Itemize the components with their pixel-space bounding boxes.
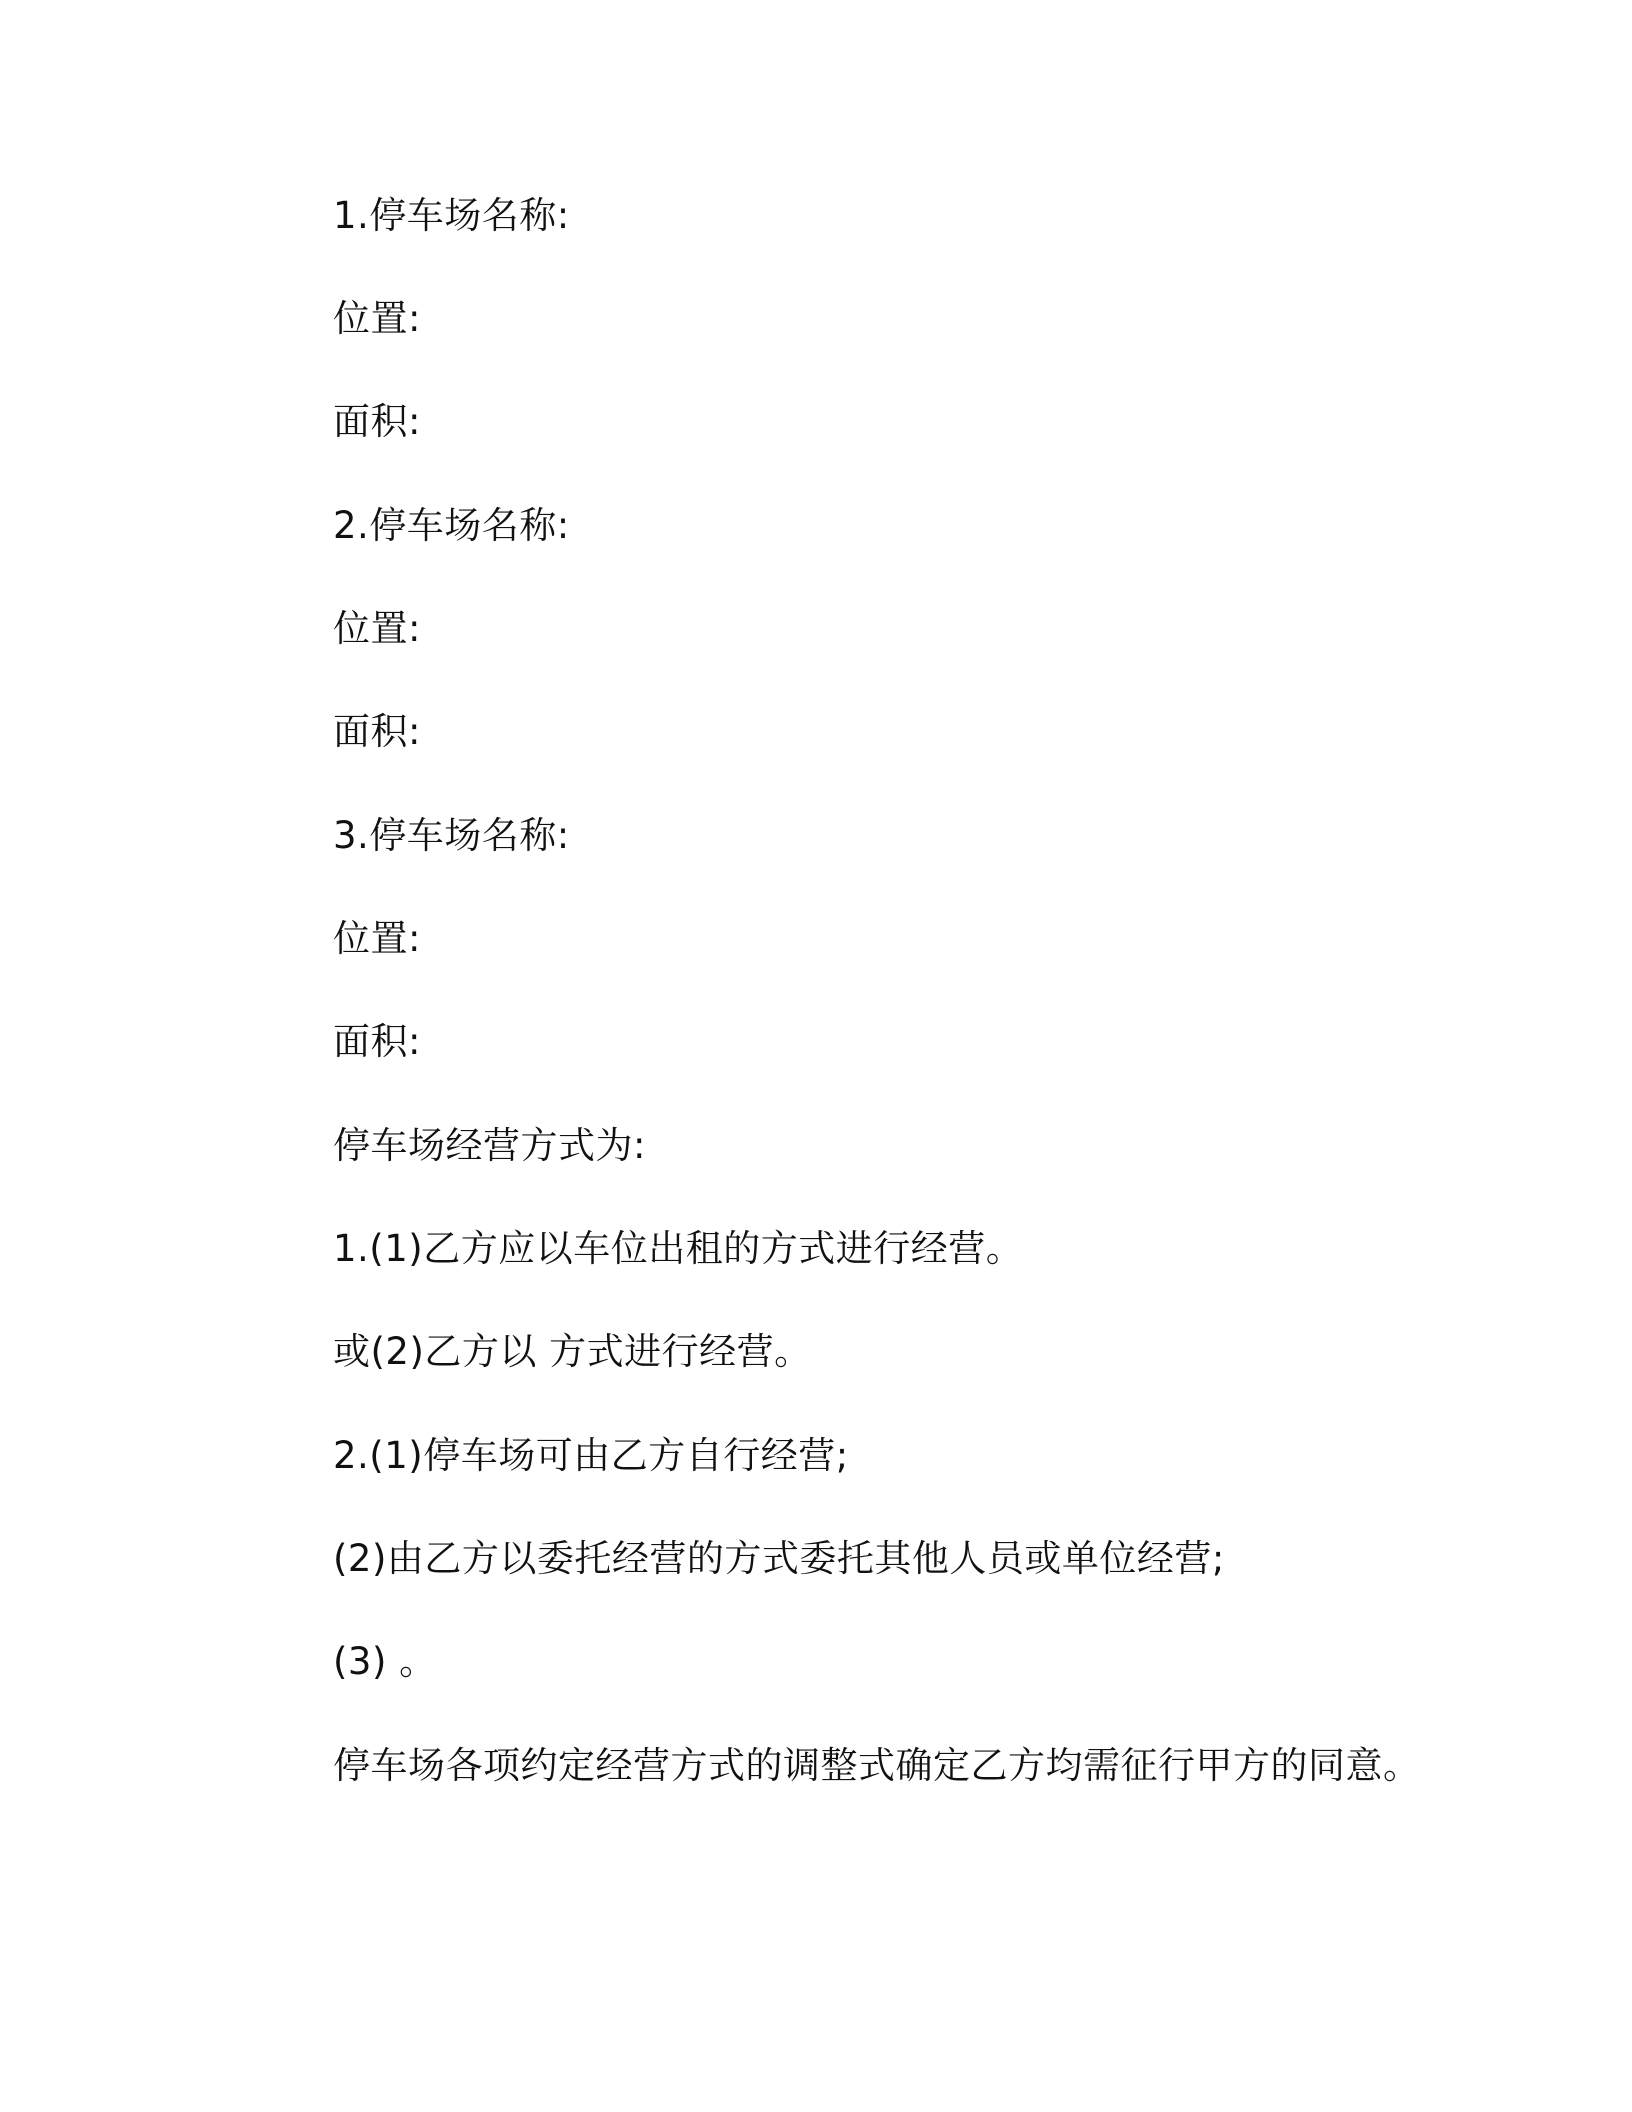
parking-lot-3-location-label: 位置: <box>333 917 421 960</box>
parking-lot-3-name-label: 3.停车场名称: <box>333 814 570 857</box>
parking-lot-1-location-label: 位置: <box>333 297 421 340</box>
parking-lot-2-name-label: 2.停车场名称: <box>333 504 570 547</box>
operation-mode-clause-2-3: (3) 。 <box>333 1640 437 1683</box>
parking-lot-2-location-label: 位置: <box>333 607 421 650</box>
operation-mode-adjustment-clause: 停车场各项约定经营方式的调整式确定乙方均需征行甲方的同意。 <box>333 1744 1421 1787</box>
operation-mode-clause-2-2: (2)由乙方以委托经营的方式委托其他人员或单位经营; <box>333 1537 1225 1580</box>
operation-mode-clause-2-1: 2.(1)停车场可由乙方自行经营; <box>333 1434 849 1477</box>
parking-lot-1-area-label: 面积: <box>333 400 421 443</box>
operation-mode-clause-1-1: 1.(1)乙方应以车位出租的方式进行经营。 <box>333 1227 1024 1270</box>
parking-lot-1-name-label: 1.停车场名称: <box>333 194 570 237</box>
parking-lot-2-area-label: 面积: <box>333 710 421 753</box>
operation-mode-heading: 停车场经营方式为: <box>333 1124 646 1167</box>
parking-lot-3-area-label: 面积: <box>333 1020 421 1063</box>
operation-mode-clause-1-2: 或(2)乙方以 方式进行经营。 <box>333 1330 812 1373</box>
